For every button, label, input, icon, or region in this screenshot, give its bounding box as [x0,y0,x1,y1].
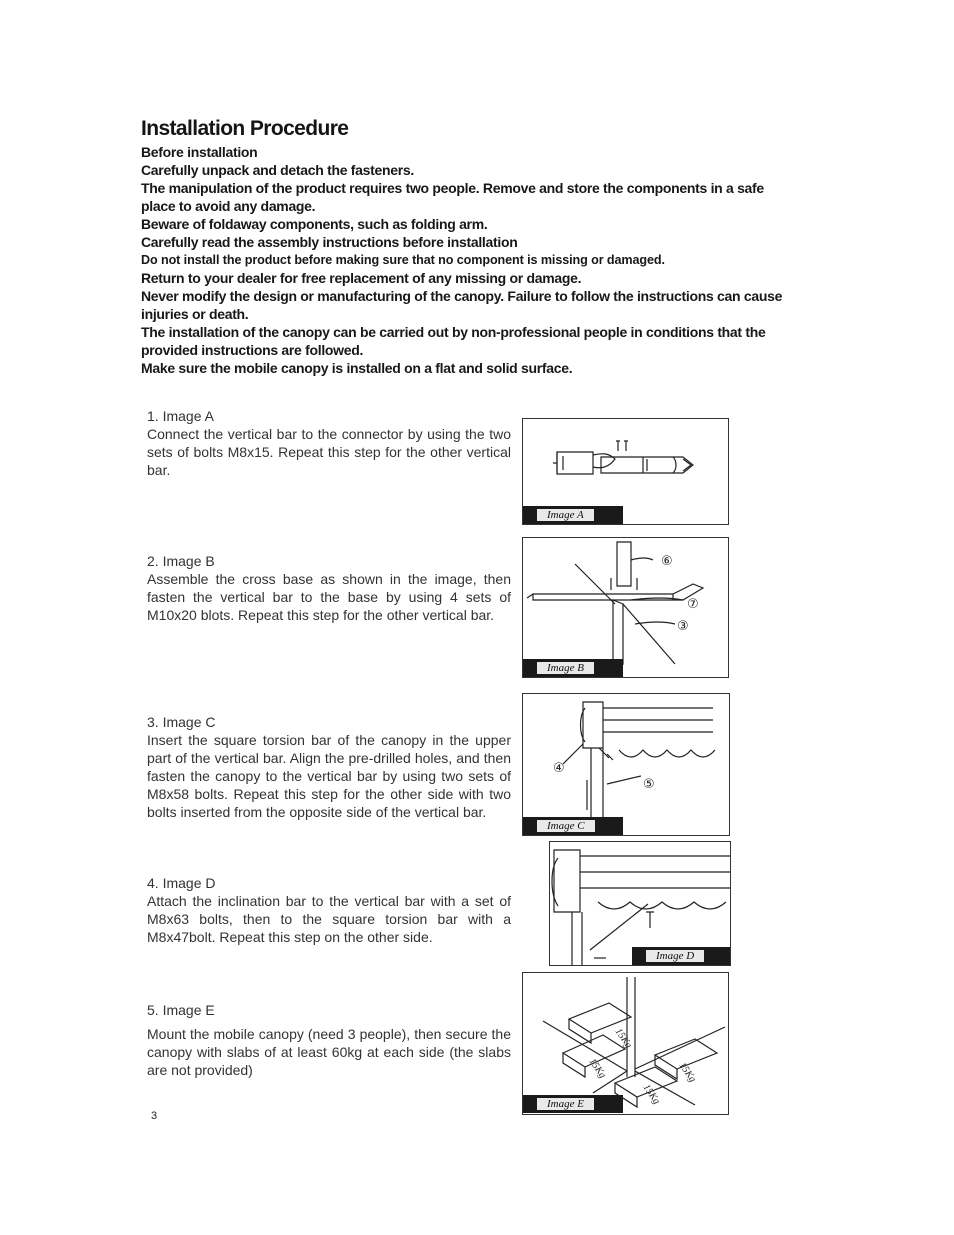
weight-label: 15Kg [586,1056,608,1081]
step-body: Connect the vertical bar to the connector by using the two sets of bolts M8x15. Repeat this step for the other vertical bar. [147,426,511,478]
page-number: 3 [151,1110,158,1122]
callout-number: ⑤ [643,777,655,792]
step-title: 3. Image C [147,714,216,730]
image-e-figure [522,972,729,1115]
image-c-figure [522,693,730,836]
weight-label: 15Kg [676,1060,698,1085]
step-title: 2. Image B [147,553,215,569]
step-2 [147,552,511,624]
caption-text: Image A [537,509,594,521]
step-5 [147,1001,511,1079]
step-title: 1. Image A [147,408,214,424]
step-title: 4. Image D [147,875,216,891]
image-b-figure [522,537,729,678]
step-body: Insert the square torsion bar of the canopy in the upper part of the vertical bar. Align the pre-drilled holes, and then fasten the canopy to the vertical bar by using two sets of M8x58 bolts. Repeat this step for the other side with two bolts inserted from the opposite side of the vertical bar. [147,732,511,820]
intro-line: Make sure the mobile canopy is installed on a flat and solid surface. [141,360,573,376]
callout-number: ③ [677,619,689,634]
step-body: Mount the mobile canopy (need 3 people), then secure the canopy with slabs of at least 60kg at each side (the slabs are not provided) [147,1026,511,1078]
image-c-illustration [523,694,730,836]
caption-text: Image B [537,662,594,674]
intro-line: Carefully unpack and detach the fasteners. [141,162,414,178]
image-a-figure [522,418,729,525]
image-b-illustration [523,538,729,678]
image-d-caption [632,947,731,965]
intro-line: Return to your dealer for free replacement of any missing or damage. [141,270,582,286]
step-title: 5. Image E [147,1002,215,1018]
callout-number: ⑥ [661,554,673,569]
step-body: Attach the inclination bar to the vertical bar with a set of M8x63 bolts, then to the square torsion bar with a M8x47bolt. Repeat this step on the other side. [147,893,511,945]
step-3 [147,713,511,821]
image-d-figure [549,841,731,966]
intro-line: The installation of the canopy can be carried out by non-professional people in conditions that the provided instructions are followed. [141,324,766,358]
caption-text: Image D [646,950,704,962]
intro-line: Beware of foldaway components, such as folding arm. [141,216,488,232]
image-b-caption [523,659,623,677]
intro-line: Before installation [141,144,258,160]
intro-instructions [141,143,801,377]
image-c-caption [523,817,623,835]
image-e-illustration [523,973,729,1115]
callout-number: ④ [553,761,565,776]
intro-line: Carefully read the assembly instructions before installation [141,234,518,250]
callout-number: ⑦ [687,597,699,612]
caption-text: Image C [537,820,595,832]
weight-label: 15Kg [640,1082,662,1107]
page-title: Installation Procedure [141,117,349,140]
step-1 [147,407,511,479]
weight-label: 15Kg [612,1026,634,1051]
intro-line: The manipulation of the product requires two people. Remove and store the components in a safe place to avoid any damage. [141,180,764,214]
image-e-caption [523,1095,623,1113]
intro-line: Do not install the product before making sure that no component is missing or damaged. [141,253,665,267]
step-4 [147,874,511,946]
caption-text: Image E [537,1098,594,1110]
intro-line: Never modify the design or manufacturing of the canopy. Failure to follow the instructions can cause injuries or death. [141,288,783,322]
image-a-caption [523,506,623,524]
step-body: Assemble the cross base as shown in the image, then fasten the vertical bar to the base by using 4 sets of M10x20 blots. Repeat this step for the other vertical bar. [147,571,511,623]
